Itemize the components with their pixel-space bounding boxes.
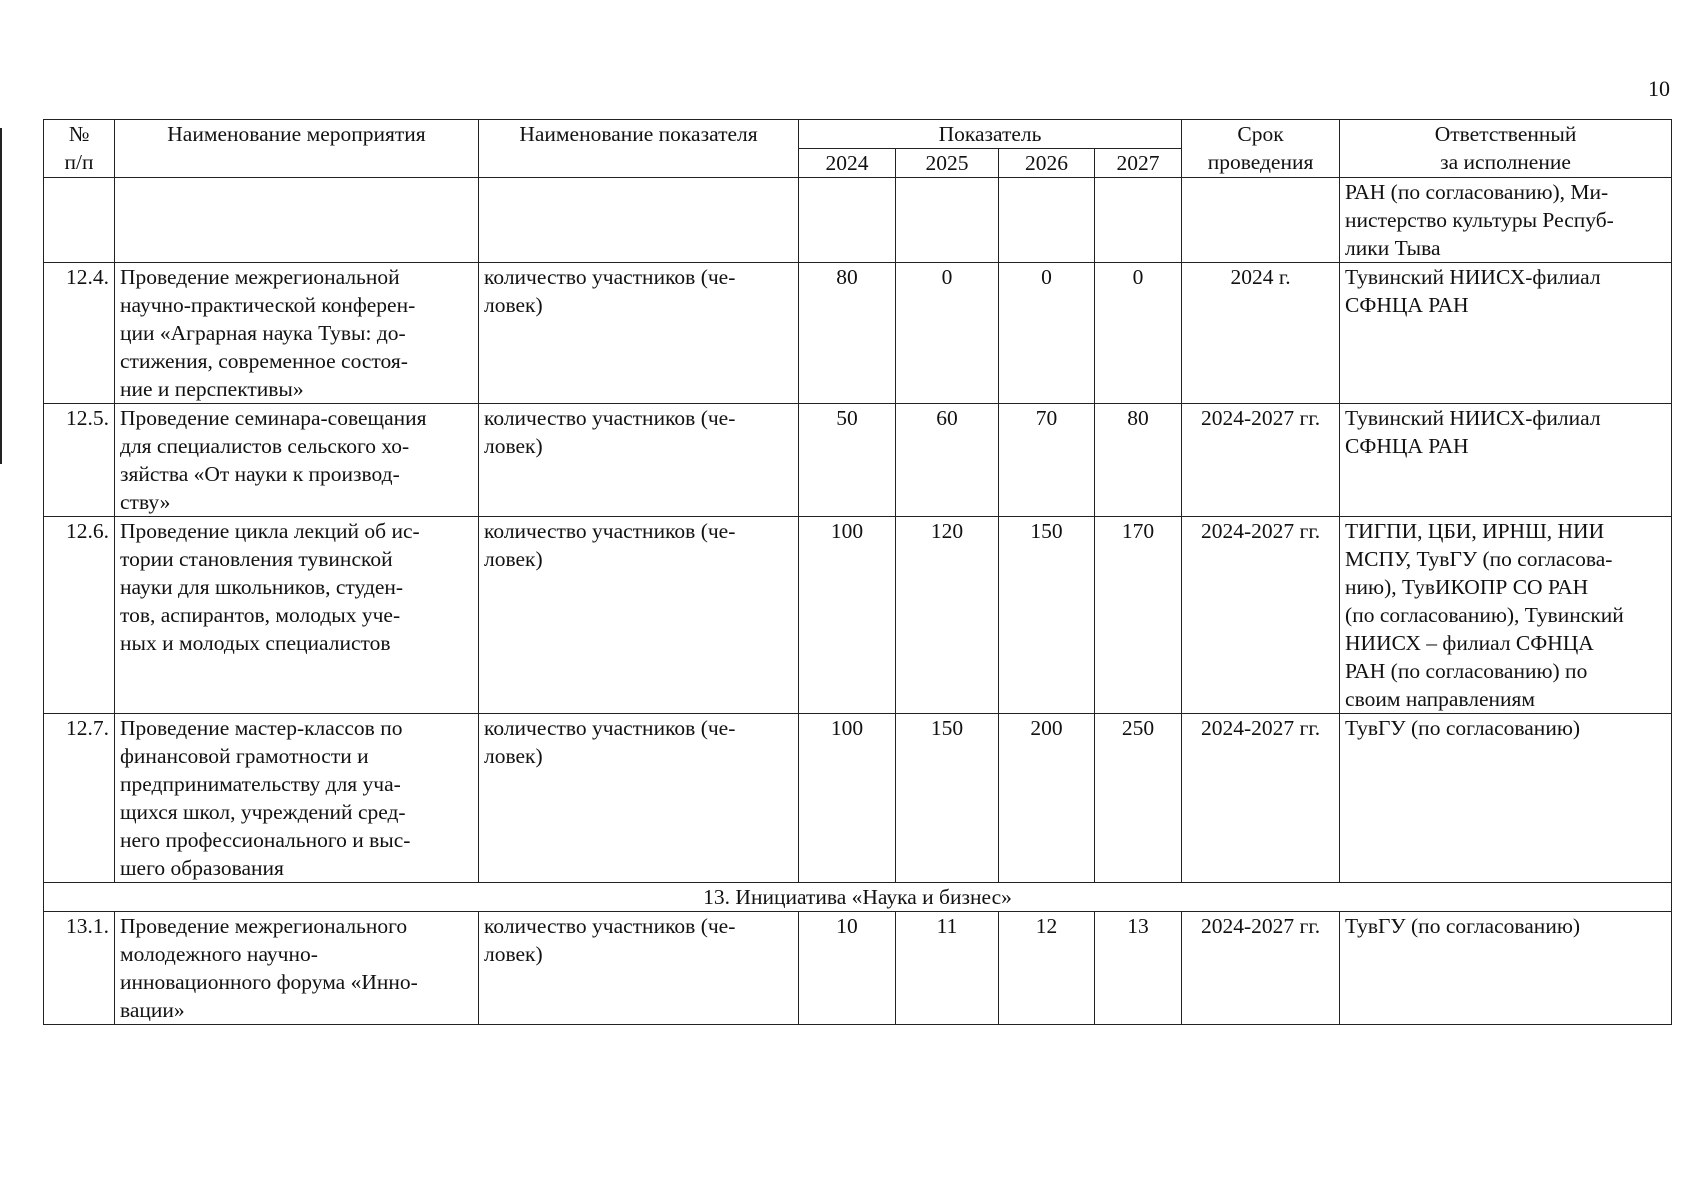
cell-value: 150 bbox=[896, 714, 999, 883]
cell-value: 0 bbox=[999, 263, 1095, 404]
cell-event bbox=[115, 178, 479, 263]
cell-num: 13.1. bbox=[44, 912, 115, 1025]
cell-num: 12.7. bbox=[44, 714, 115, 883]
cell-responsible: ТИГПИ, ЦБИ, ИРНШ, НИИ МСПУ, ТувГУ (по согласова- нию), ТувИКОПР СО РАН (по согласованию), Тувинский НИИСХ – филиал СФНЦА РАН (по согласованию) по своим направлениям bbox=[1340, 517, 1672, 714]
cell-term: 2024-2027 гг. bbox=[1182, 714, 1340, 883]
cell-responsible: ТувГУ (по согласованию) bbox=[1340, 714, 1672, 883]
cell-event: Проведение межрегиональной научно-практической конферен- ции «Аграрная наука Тувы: до- стижения, современное состоя- ние и перспективы» bbox=[115, 263, 479, 404]
header-year: 2024 bbox=[799, 149, 896, 178]
margin-line bbox=[0, 128, 2, 464]
cell-indicator: количество участников (че- ловек) bbox=[479, 912, 799, 1025]
cell-value: 60 bbox=[896, 404, 999, 517]
header-event: Наименование мероприятия bbox=[115, 120, 479, 178]
header-year: 2025 bbox=[896, 149, 999, 178]
cell-value: 50 bbox=[799, 404, 896, 517]
cell-value: 0 bbox=[1095, 263, 1182, 404]
cell-value: 10 bbox=[799, 912, 896, 1025]
events-table bbox=[43, 119, 1672, 1025]
header-year: 2026 bbox=[999, 149, 1095, 178]
cell-value: 170 bbox=[1095, 517, 1182, 714]
cell-num: 12.4. bbox=[44, 263, 115, 404]
cell-value: 200 bbox=[999, 714, 1095, 883]
section-title: 13. Инициатива «Наука и бизнес» bbox=[44, 883, 1672, 912]
cell-responsible: Тувинский НИИСХ-филиал СФНЦА РАН bbox=[1340, 404, 1672, 517]
cell-indicator: количество участников (че- ловек) bbox=[479, 714, 799, 883]
cell-value: 0 bbox=[896, 263, 999, 404]
cell-term: 2024 г. bbox=[1182, 263, 1340, 404]
cell-value: 11 bbox=[896, 912, 999, 1025]
header-indicator: Наименование показателя bbox=[479, 120, 799, 178]
cell-event: Проведение семинара-совещания для специалистов сельского хо- зяйства «От науки к производ- ству» bbox=[115, 404, 479, 517]
cell-value: 100 bbox=[799, 714, 896, 883]
cell-term: 2024-2027 гг. bbox=[1182, 404, 1340, 517]
cell-value bbox=[799, 178, 896, 263]
cell-responsible: РАН (по согласованию), Ми- нистерство культуры Респуб- лики Тыва bbox=[1340, 178, 1672, 263]
cell-event: Проведение мастер-классов по финансовой грамотности и предпринимательству для уча- щихся школ, учреждений сред- него профессионального и выс- шего образования bbox=[115, 714, 479, 883]
cell-event: Проведение цикла лекций об ис- тории становления тувинской науки для школьников, студен- тов, аспирантов, молодых уче- ных и молодых специалистов bbox=[115, 517, 479, 714]
cell-value: 100 bbox=[799, 517, 896, 714]
cell-indicator: количество участников (че- ловек) bbox=[479, 404, 799, 517]
cell-term: 2024-2027 гг. bbox=[1182, 517, 1340, 714]
cell-value: 250 bbox=[1095, 714, 1182, 883]
cell-num: 12.6. bbox=[44, 517, 115, 714]
cell-term bbox=[1182, 178, 1340, 263]
continuation-row bbox=[44, 178, 1672, 263]
header-num: № п/п bbox=[44, 120, 115, 178]
cell-value: 120 bbox=[896, 517, 999, 714]
cell-value: 70 bbox=[999, 404, 1095, 517]
cell-term: 2024-2027 гг. bbox=[1182, 912, 1340, 1025]
table-row bbox=[44, 517, 1672, 714]
cell-value: 80 bbox=[1095, 404, 1182, 517]
cell-responsible: ТувГУ (по согласованию) bbox=[1340, 912, 1672, 1025]
cell-value bbox=[999, 178, 1095, 263]
header-year: 2027 bbox=[1095, 149, 1182, 178]
header-values: Показатель bbox=[799, 120, 1182, 149]
cell-num: 12.5. bbox=[44, 404, 115, 517]
cell-responsible: Тувинский НИИСХ-филиал СФНЦА РАН bbox=[1340, 263, 1672, 404]
cell-indicator bbox=[479, 178, 799, 263]
table-row bbox=[44, 714, 1672, 883]
header-term: Срок проведения bbox=[1182, 120, 1340, 178]
header-responsible: Ответственный за исполнение bbox=[1340, 120, 1672, 178]
cell-indicator: количество участников (че- ловек) bbox=[479, 263, 799, 404]
table-row bbox=[44, 912, 1672, 1025]
cell-num bbox=[44, 178, 115, 263]
cell-value: 80 bbox=[799, 263, 896, 404]
cell-indicator: количество участников (че- ловек) bbox=[479, 517, 799, 714]
cell-value bbox=[896, 178, 999, 263]
table-row bbox=[44, 263, 1672, 404]
cell-value: 13 bbox=[1095, 912, 1182, 1025]
section-row bbox=[44, 883, 1672, 912]
table-row bbox=[44, 404, 1672, 517]
cell-value bbox=[1095, 178, 1182, 263]
page-number: 10 bbox=[1648, 76, 1670, 101]
cell-event: Проведение межрегионального молодежного научно- инновационного форума «Инно- вации» bbox=[115, 912, 479, 1025]
cell-value: 12 bbox=[999, 912, 1095, 1025]
cell-value: 150 bbox=[999, 517, 1095, 714]
